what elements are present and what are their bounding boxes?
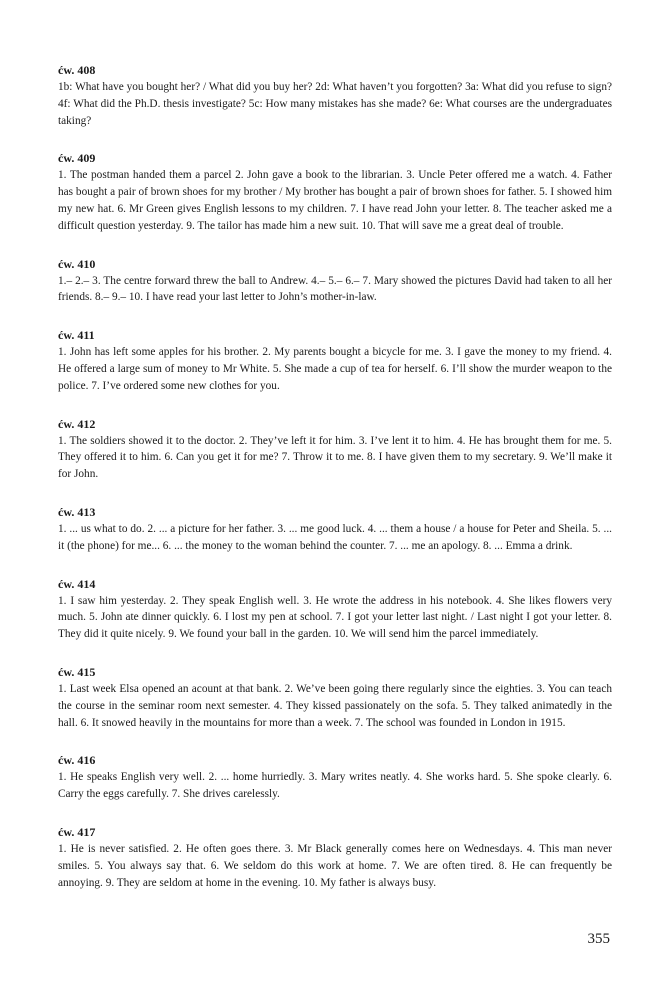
exercise-answer-text: 1. I saw him yesterday. 2. They speak English well. 3. He wrote the address in his notebook. 4. She likes flowers very much. 5. John ate dinner quickly. 6. I lost my pen at school. 7. I got your letter last night. / Last night I got your letter. 8. They did it quite nicely. 9. We found your ball in the garden. 10. We will send him the parcel immediately.: [58, 594, 612, 641]
exercise-heading: ćw. 408: [58, 63, 96, 77]
exercise-section-413: [58, 504, 612, 555]
exercise-section-409: [58, 150, 612, 234]
exercise-heading: ćw. 417: [58, 824, 96, 839]
exercise-answer-text: 1.– 2.– 3. The centre forward threw the ball to Andrew. 4.– 5.– 6.– 7. Mary showed the pictures David had taken to all her friends. 8.– 9.– 10. I have read your last letter to John’s mother-in-law.: [58, 274, 612, 304]
exercise-answer-text: 1. He is never satisfied. 2. He often goes there. 3. Mr Black generally comes here on Wednesdays. 4. This man never smiles. 5. You always say that. 6. We seldom do this work at home. 7. We are often tired. 8. He can frequently be annoying. 9. They are seldom at home in the evening. 10. My father is always busy.: [58, 842, 612, 889]
exercise-answer-text: 1. The soldiers showed it to the doctor. 2. They’ve left it for him. 3. I’ve lent it to him. 4. He has brought them for me. 5. They offered it to him. 6. Can you get it for me? 7. Throw it to me. 8. I have given them to my secretary. 9. We’ll make it for John.: [58, 434, 612, 481]
exercise-heading: ćw. 411: [58, 328, 95, 343]
page-number: 355: [587, 931, 610, 947]
exercise-answer-text: 1. ... us what to do. 2. ... a picture for her father. 3. ... me good luck. 4. ... them a house / a house for Peter and Sheila. 5. ... it (the phone) for me... 6. ... the money to the woman behind the counter. 7. ... me an apology. 8. ... Emma a drink.: [58, 522, 612, 552]
exercise-answer-text: 1b: What have you bought her? / What did you buy her? 2d: What haven’t you forgotten? 3a: What did you refuse to sign? 4f: What did the Ph.D. thesis investigate? 5c: How many mistakes has she made? 6e: What courses are the undergraduates taking?: [58, 81, 612, 127]
exercise-section-415: [58, 664, 612, 731]
exercise-heading: ćw. 412: [58, 416, 96, 431]
exercise-heading: ćw. 410: [58, 256, 96, 271]
exercise-answer-text: 1. John has left some apples for his brother. 2. My parents bought a bicycle for me. 3. I gave the money to my friend. 4. He offered a large sum of money to Mr White. 5. She made a cup of tea for herself. 6. I’ll show the murder weapon to the police. 7. I’ve ordered some new clothes for you.: [58, 346, 612, 392]
exercise-answer-text: 1. He speaks English very well. 2. ... home hurriedly. 3. Mary writes neatly. 4. She works hard. 5. She spoke clearly. 6. Carry the eggs carefully. 7. She drives carelessly.: [58, 771, 612, 801]
exercise-section-410: [58, 256, 612, 307]
exercise-heading: ćw. 415: [58, 664, 96, 679]
exercise-section-416: [58, 752, 612, 803]
exercise-heading: ćw. 409: [58, 151, 96, 166]
exercise-answers: [58, 62, 612, 912]
exercise-answer-text: 1. The postman handed them a parcel 2. John gave a book to the librarian. 3. Uncle Peter offered me a watch. 4. Father has bought a pair of brown shoes for my brother / My brother has bought a pair of brown shoes for father. 5. I showed him my new hat. 6. Mr Green gives English lessons to my children. 7. I have read John your letter. 8. The teacher asked me a difficult question yesterday. 9. The tailor has made him a new suit. 10. That will save me a great deal of trouble.: [58, 169, 612, 232]
exercise-section-412: [58, 416, 612, 483]
exercise-section-417: [58, 824, 612, 891]
exercise-heading: ćw. 416: [58, 753, 96, 768]
exercise-section-411: [58, 327, 612, 394]
exercise-heading: ćw. 414: [58, 576, 96, 591]
exercise-answer-text: 1. Last week Elsa opened an acount at that bank. 2. We’ve been going there regularly since the eighties. 3. You can teach the course in the seminar room next semester. 4. They kissed passionately on the sofa. 5. They talked animatedly in the hall. 6. It snowed heavily in the mountains for more than a week. 7. The school was founded in London in 1915.: [58, 682, 612, 729]
exercise-heading: ćw. 413: [58, 504, 96, 519]
exercise-section-414: [58, 576, 612, 643]
exercise-section-408: [58, 62, 612, 129]
